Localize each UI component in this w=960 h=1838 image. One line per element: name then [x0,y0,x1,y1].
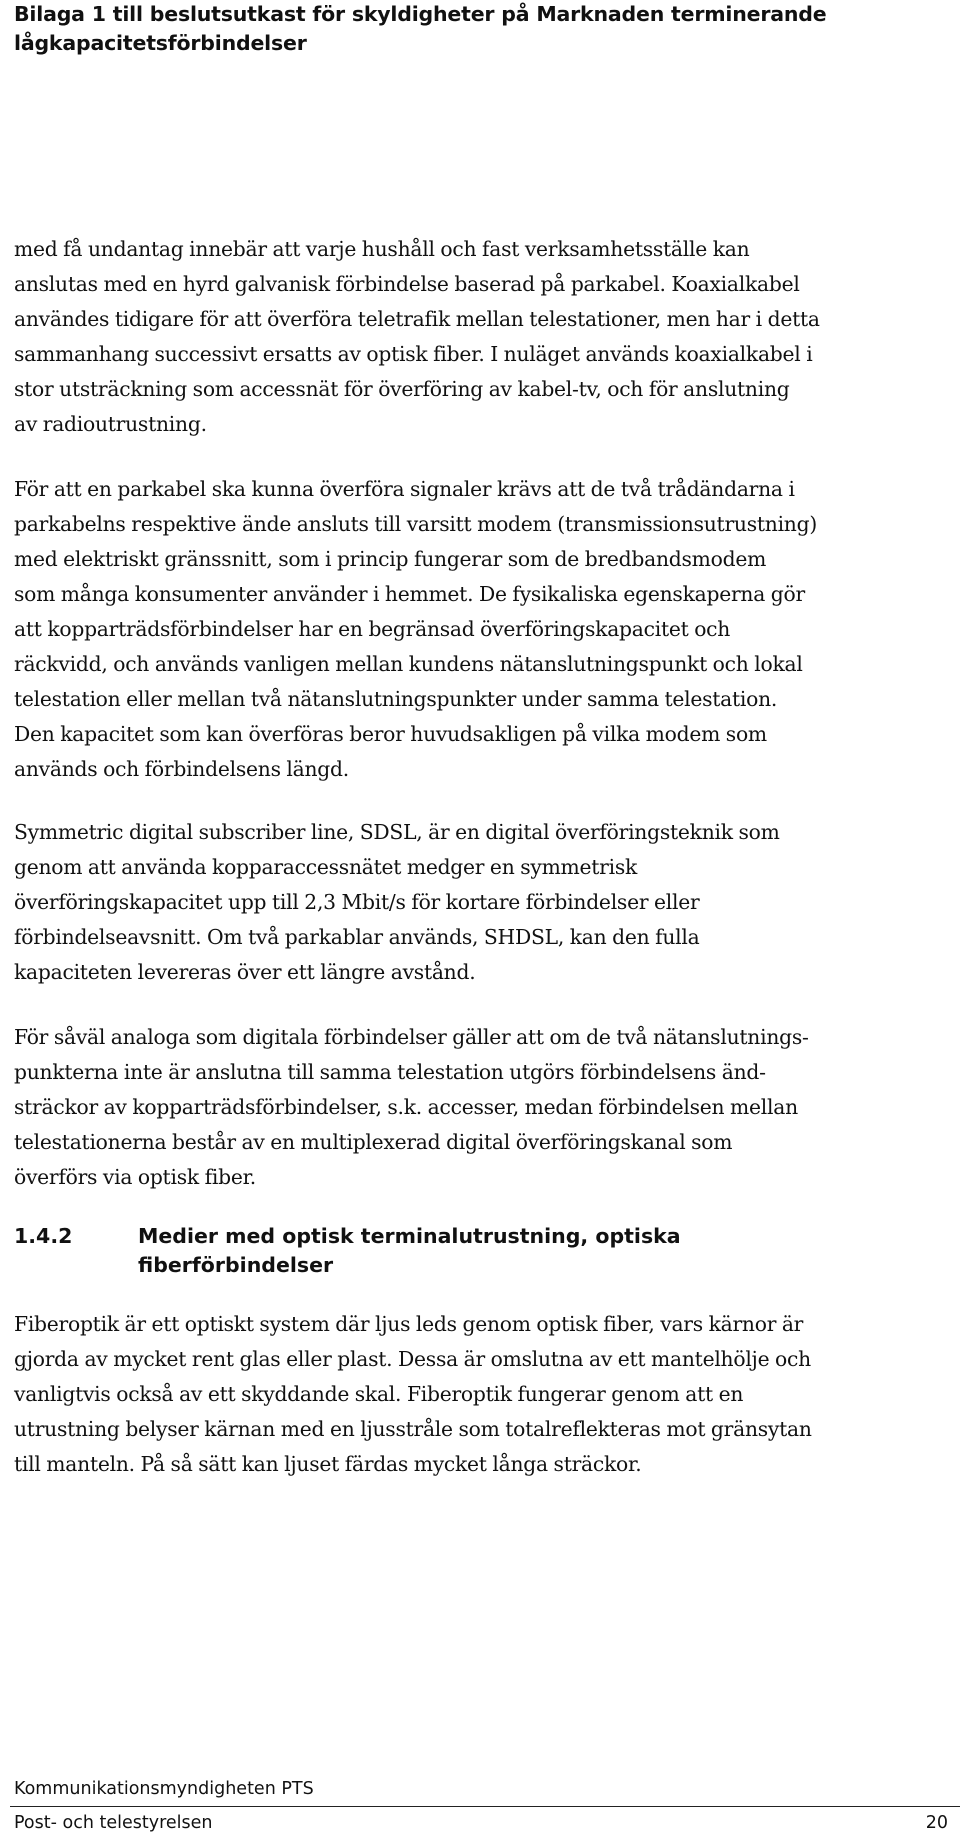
paragraph-line: överföringskapacitet upp till 2,3 Mbit/s för kortare förbindelser eller [14,890,700,914]
paragraph-3 [14,815,950,990]
paragraph-line: punkterna inte är anslutna till samma telestation utgörs förbindelsens änd- [14,1060,766,1084]
paragraph-line: gjorda av mycket rent glas eller plast. Dessa är omslutna av ett mantelhölje och [14,1347,811,1371]
paragraph-line: som många konsumenter använder i hemmet. De fysikaliska egenskaperna gör [14,582,805,606]
paragraph-line: För att en parkabel ska kunna överföra signaler krävs att de två trådändarna i [14,477,795,501]
paragraph-line: av radioutrustning. [14,412,207,436]
paragraph-line: Symmetric digital subscriber line, SDSL, är en digital överföringsteknik som [14,820,780,844]
header-title-line: lågkapacitetsförbindelser [14,31,307,55]
paragraph-4 [14,1020,950,1195]
section-number: 1.4.2 [14,1224,73,1248]
paragraph-line: Fiberoptik är ett optiskt system där ljus leds genom optisk fiber, vars kärnor är [14,1312,804,1336]
section-title-line: fiberförbindelser [138,1253,334,1277]
section-title-line: Medier med optisk terminalutrustning, optiska [138,1224,681,1248]
paragraph-line: överförs via optisk fiber. [14,1165,256,1189]
paragraph-line: telestation eller mellan två nätanslutningspunkter under samma telestation. [14,687,778,711]
paragraph-1 [14,232,950,442]
paragraph-line: sammanhang successivt ersatts av optisk fiber. I nuläget används koaxialkabel i [14,342,813,366]
paragraph-5 [14,1307,950,1482]
page-header [14,0,914,58]
paragraph-line: genom att använda kopparaccessnätet medger en symmetrisk [14,855,638,879]
paragraph-2 [14,472,950,787]
paragraph-line: utrustning belyser kärnan med en ljusstråle som totalreflekteras mot gränsytan [14,1417,812,1441]
paragraph-line: stor utsträckning som accessnät för överföring av kabel-tv, och för anslutning [14,377,790,401]
paragraph-line: vanligtvis också av ett skyddande skal. Fiberoptik fungerar genom att en [14,1382,744,1406]
paragraph-line: till manteln. På så sätt kan ljuset färdas mycket långa sträckor. [14,1452,642,1476]
header-title-line: Bilaga 1 till beslutsutkast för skyldigheter på Marknaden terminerande [14,2,827,26]
footer-divider [10,1806,960,1807]
paragraph-line: användes tidigare för att överföra teletrafik mellan telestationer, men har i detta [14,307,820,331]
paragraph-line: Den kapacitet som kan överföras beror huvudsakligen på vilka modem som [14,722,767,746]
paragraph-line: anslutas med en hyrd galvanisk förbindelse baserad på parkabel. Koaxialkabel [14,272,800,296]
paragraph-line: med elektriskt gränssnitt, som i princip fungerar som de bredbandsmodem [14,547,767,571]
page-number: 20 [925,1813,948,1833]
section-title [138,1222,938,1280]
paragraph-line: För såväl analoga som digitala förbindelser gäller att om de två nätanslutnings- [14,1025,809,1049]
paragraph-line: sträckor av kopparträdsförbindelser, s.k. accesser, medan förbindelsen mellan [14,1095,798,1119]
paragraph-line: parkabelns respektive ände ansluts till varsitt modem (transmissionsutrustning) [14,512,818,536]
footer-organization: Kommunikationsmyndigheten PTS [14,1779,314,1799]
paragraph-line: med få undantag innebär att varje hushåll och fast verksamhetsställe kan [14,237,750,261]
paragraph-line: telestationerna består av en multiplexerad digital överföringskanal som [14,1130,733,1154]
footer-publisher: Post- och telestyrelsen [14,1813,213,1833]
paragraph-line: kapaciteten levereras över ett längre avstånd. [14,960,476,984]
paragraph-line: att kopparträdsförbindelser har en begränsad överföringskapacitet och [14,617,731,641]
paragraph-line: förbindelseavsnitt. Om två parkablar används, SHDSL, kan den fulla [14,925,700,949]
paragraph-line: räckvidd, och används vanligen mellan kundens nätanslutningspunkt och lokal [14,652,803,676]
paragraph-line: används och förbindelsens längd. [14,757,349,781]
